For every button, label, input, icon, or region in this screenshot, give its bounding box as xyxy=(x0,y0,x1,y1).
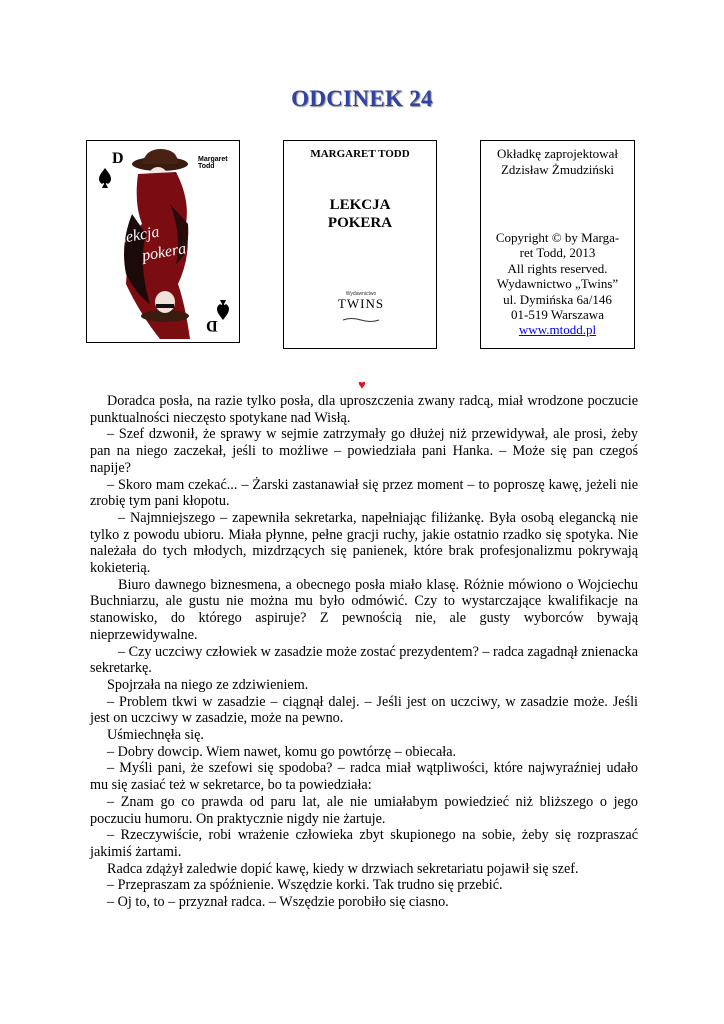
paragraph: Radca zdążył zaledwie dopić kawę, kiedy w drzwiach sekretariatu pojawił się szef. xyxy=(107,860,579,877)
story-text xyxy=(90,393,638,911)
cover-author: Margaret Todd xyxy=(198,156,228,170)
cover-title-line1: Lekcja xyxy=(115,223,161,248)
paragraph: – Szef dzwonił, że sprawy w sejmie zatrzymały go dłużej niż przewidywał, ale prosi, żeby pan na niego zaczekał, jeśli to możliwe – powiedziała pani Hanka. – Może się pan czegoś napije? xyxy=(90,426,638,476)
publisher-small-label: Wydawnictwo xyxy=(345,291,377,297)
chapter-heading: ODCINEK 24 xyxy=(291,86,433,111)
copyright-line1: Copyright © by Marga- xyxy=(495,230,620,245)
address-line: ul. Dymińska 6a/146 xyxy=(503,292,612,307)
card-letter-top: D xyxy=(112,150,124,167)
paragraph: – Przepraszam za spóźnienie. Wszędzie korki. Tak trudno się przebić. xyxy=(107,877,503,894)
website-link[interactable]: www.mtodd.pl xyxy=(518,322,597,337)
website-line xyxy=(481,322,634,338)
paragraph: – Oj to, to – przyznał radca. – Wszędzie porobiło się ciasno. xyxy=(107,894,449,911)
paragraph: Uśmiechnęła się. xyxy=(107,727,204,744)
rights-line: All rights reserved. xyxy=(507,261,608,276)
credits-box xyxy=(480,140,635,349)
heart-separator-icon: ♥ xyxy=(358,377,366,392)
cover-illustration xyxy=(90,144,236,339)
publisher-logo xyxy=(337,291,385,321)
paragraph: – Problem tkwi w zasadzie – ciągnął dalej. – Jeśli jest on uczciwy, w zasadzie może. Jeśli jest on uczciwy w zasadzie, może na pewno. xyxy=(90,693,638,727)
credit-designer-name: Zdzisław Żmudziński xyxy=(500,162,614,177)
paragraph: – Dobry dowcip. Wiem nawet, komu go powtórzę – obiecała. xyxy=(107,743,457,760)
book-title-page xyxy=(283,140,437,349)
card-letter-bottom: D xyxy=(206,317,218,334)
paragraph: Biuro dawnego biznesmena, a obecnego posła miało klasę. Różnie mówiono o Wojciechu Buchniarzu, ale gustu nie można mu było odmówić. Czy to wystarczające kwalifikacje na stanowisko, do którego aspiruje? Z pewnością nie, ale gusty wyborców bywają nieprzewidywalne. xyxy=(90,576,638,643)
paragraph: Spojrzała na niego ze zdziwieniem. xyxy=(107,676,309,693)
paragraph: – Skoro mam czekać... – Żarski zastanawiał się przez moment – to poproszę kawę, jeżeli nie zrobię tym pani kłopotu. xyxy=(90,476,638,510)
paragraph: – Najmniejszego – zapewniła sekretarka, napełniając filiżankę. Była osobą elegancką nie tylko z powodu ubioru. Miała płynne, pełne gracji ruchy, jakie ostatnio rzadko się spotyka. Nie należała do tych młodych, mizdrzących się panienek, które brak profesjonalizmu pokrywają kokieterią. xyxy=(90,509,638,577)
book-title-line1: LEKCJA xyxy=(329,197,391,213)
paragraph: – Myśli pani, że szefowi się spodoba? – radca miał wątpliwości, które najwyraźniej udało mu się zasiać też w sekretarce, bo ta powiedziała: xyxy=(90,760,638,794)
credit-designer-label: Okładkę zaprojektował xyxy=(497,146,618,161)
book-cover-image xyxy=(86,140,240,343)
paragraph: – Rzeczywiście, robi wrażenie człowieka zbyt skupionego na sobie, żeby się rozpraszać jakimiś żartami. xyxy=(90,827,638,860)
paragraph: Doradca posła, na razie tylko posła, dla uproszczenia zwany radcą, miał wrodzone poczucie punktualności nieczęsto spotykane nad Wisłą. xyxy=(90,393,638,426)
paragraph: – Czy uczciwy człowiek w zasadzie może zostać prezydentem? – radca zagadnął znienacka sekretarkę. xyxy=(90,643,638,677)
publisher-name: TWINS xyxy=(337,296,385,311)
publisher-line: Wydawnictwo „Twins” xyxy=(496,276,619,291)
city-line: 01-519 Warszawa xyxy=(511,307,604,322)
book-author: MARGARET TODD xyxy=(310,148,410,160)
paragraph: – Znam go co prawda od paru lat, ale nie umiałabym powiedzieć niż bliższego o jego poczuciu humoru. On praktycznie nigdy nie żartuje. xyxy=(90,793,638,827)
copyright-line2: ret Todd, 2013 xyxy=(519,245,596,260)
book-title-line2: POKERA xyxy=(327,215,393,231)
publisher-swirl-icon xyxy=(341,317,381,323)
cover-title-line2: pokera xyxy=(140,240,188,265)
